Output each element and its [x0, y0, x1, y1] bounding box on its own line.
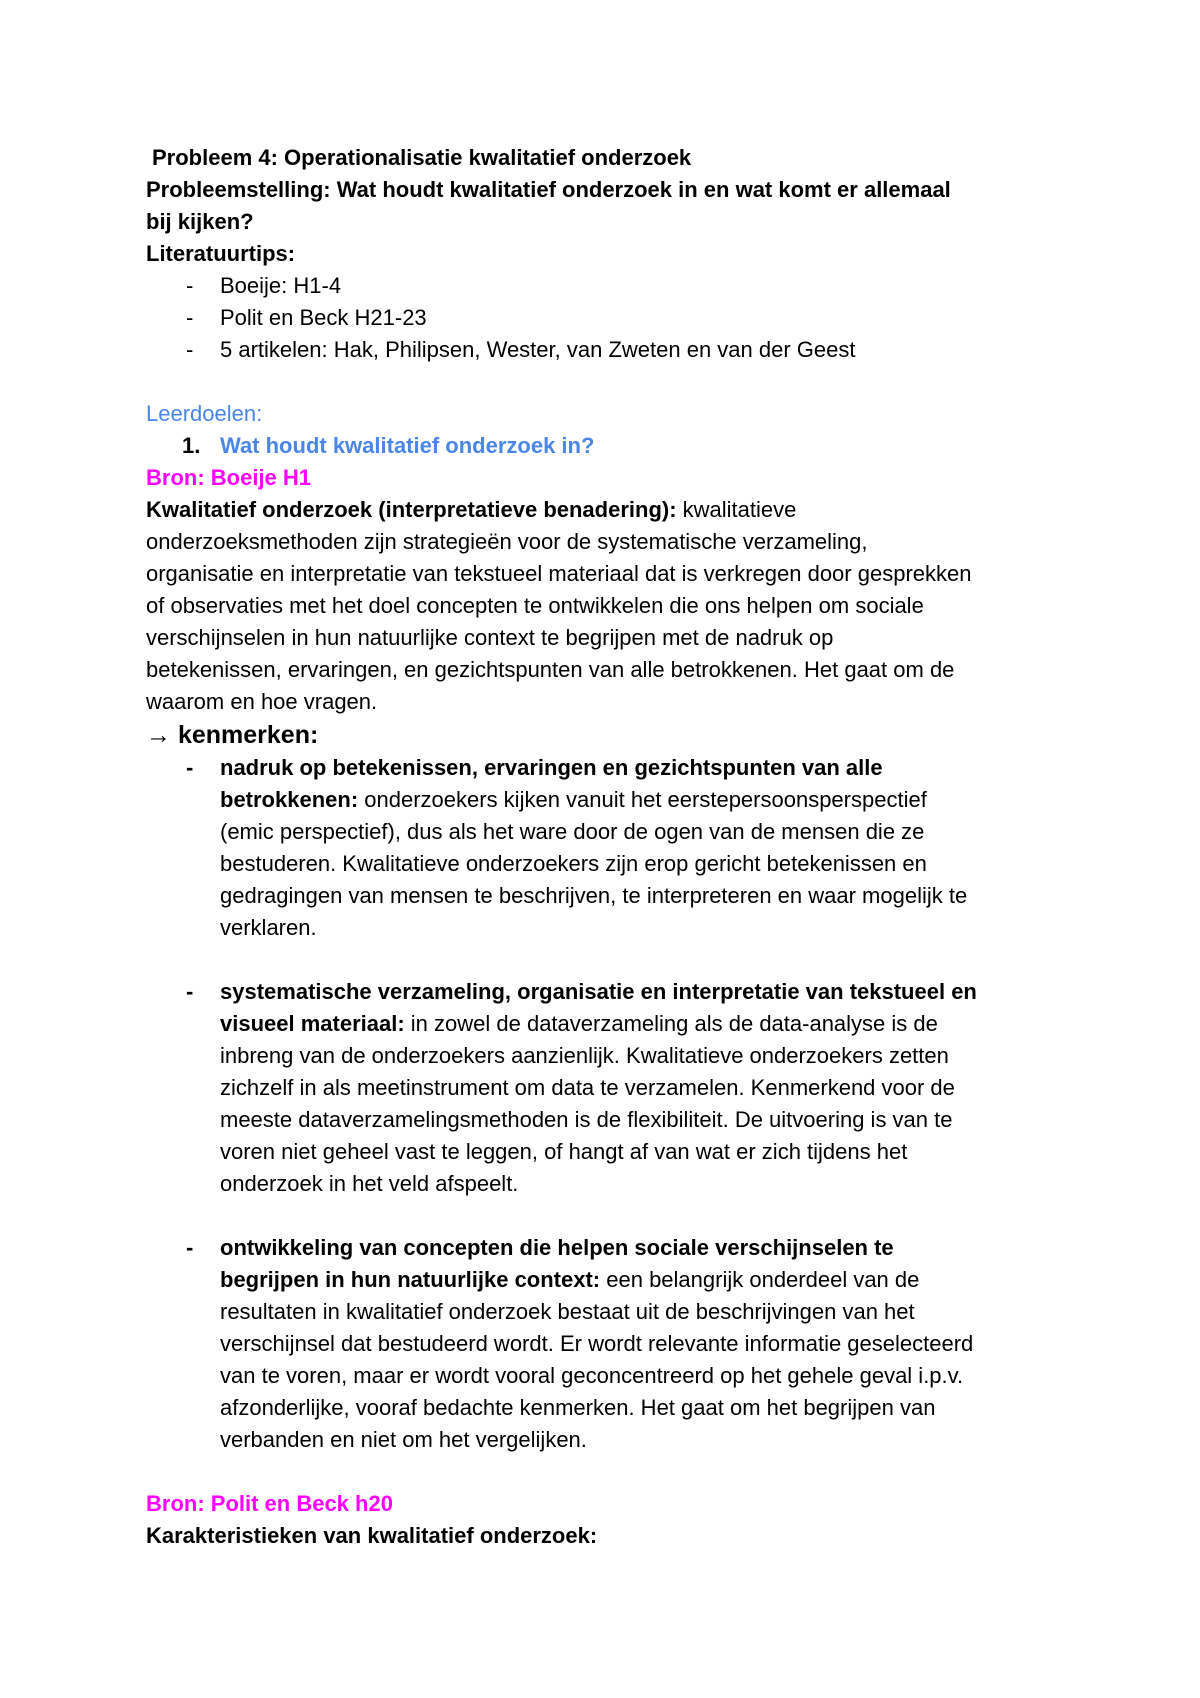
spacer: [146, 366, 1076, 398]
goal-text: Wat houdt kwalitatief onderzoek in?: [220, 433, 595, 458]
learning-goal-item: [146, 430, 1076, 462]
goal-number: 1.: [182, 433, 201, 458]
definition-term: Kwalitatief onderzoek (interpretatieve benadering):: [146, 497, 677, 522]
source-polit-beck: Bron: Polit en Beck h20: [146, 1491, 393, 1516]
learning-goals-list: [146, 430, 1076, 462]
dash-bullet: -: [186, 1235, 194, 1260]
spacer: [146, 944, 1076, 976]
feature-item: - ontwikkeling van concepten die helpen sociale verschijnselen te begrijpen in hun natuurlijke context: een belangrijk onderdeel van de resultaten in kwalitatief onderzoek bestaat uit de beschrijvingen van het verschijnsel dat bestudeerd wordt. Er wordt relevante informatie geselecteerd van te voren, maar er wordt vooral geconcentreerd op het gehele geval i.p.v. afzonderlijke, vooraf bedachte kenmerken. Het gaat om het begrijpen van verbanden en niet om het vergelijken.: [146, 1232, 1076, 1456]
learning-goals-label: Leerdoelen:: [146, 401, 263, 426]
dash-bullet: -: [186, 979, 194, 1004]
feature-item: - nadruk op betekenissen, ervaringen en gezichtspunten van alle betrokkenen: onderzoekers kijken vanuit het eerstepersoonsperspectief (emic perspectief), dus als het ware door de ogen van de mensen die ze bestuderen. Kwalitatieve onderzoekers zijn erop gericht betekenissen en gedragingen van mensen te beschrijven, te interpreteren en waar mogelijk te verklaren.: [146, 752, 1076, 944]
literature-label: Literatuurtips:: [146, 241, 296, 266]
document-title: Probleem 4: Operationalisatie kwalitatief onderzoek: [152, 145, 692, 170]
dash-bullet: -: [186, 337, 194, 362]
dash-bullet: -: [186, 755, 194, 780]
source-boeije: Bron: Boeije H1: [146, 465, 312, 490]
document-page: [146, 142, 1076, 1552]
literature-item: - Boeije: H1-4: [146, 270, 1076, 302]
features-list: [146, 752, 1076, 944]
features-list: [146, 976, 1076, 1200]
features-heading: → kenmerken:: [146, 721, 319, 749]
problem-statement-line-1: Probleemstelling: Wat houdt kwalitatief onderzoek in en wat komt er allemaal: [146, 177, 951, 202]
literature-item: - 5 artikelen: Hak, Philipsen, Wester, van Zweten en van der Geest: [146, 334, 1076, 366]
problem-statement-line-2: bij kijken?: [146, 209, 254, 234]
dash-bullet: -: [186, 273, 194, 298]
literature-list: [146, 270, 1076, 366]
dash-bullet: -: [186, 305, 194, 330]
spacer: [146, 1200, 1076, 1232]
definition-paragraph: Kwalitatief onderzoek (interpretatieve benadering): kwalitatieve onderzoeksmethoden zijn strategieën voor de systematische verzameling, organisatie en interpretatie van tekstueel materiaal dat is verkregen door gesprekken of observaties met het doel concepten te ontwikkelen die ons helpen om sociale verschijnselen in hun natuurlijke context te begrijpen met de nadruk op betekenissen, ervaringen, en gezichtspunten van alle betrokkenen. Het gaat om de waarom en hoe vragen.: [146, 497, 972, 714]
spacer: [146, 1456, 1076, 1488]
features-list: [146, 1232, 1076, 1456]
literature-item: - Polit en Beck H21-23: [146, 302, 1076, 334]
characteristics-heading: Karakteristieken van kwalitatief onderzoek:: [146, 1523, 598, 1548]
feature-item: - systematische verzameling, organisatie en interpretatie van tekstueel en visueel materiaal: in zowel de dataverzameling als de data-analyse is de inbreng van de onderzoekers aanzienlijk. Kwalitatieve onderzoekers zetten zichzelf in als meetinstrument om data te verzamelen. Kenmerkend voor de meeste dataverzamelingsmethoden is de flexibiliteit. De uitvoering is van te voren niet geheel vast te leggen, of hangt af van wat er zich tijdens het onderzoek in het veld afspeelt.: [146, 976, 1076, 1200]
